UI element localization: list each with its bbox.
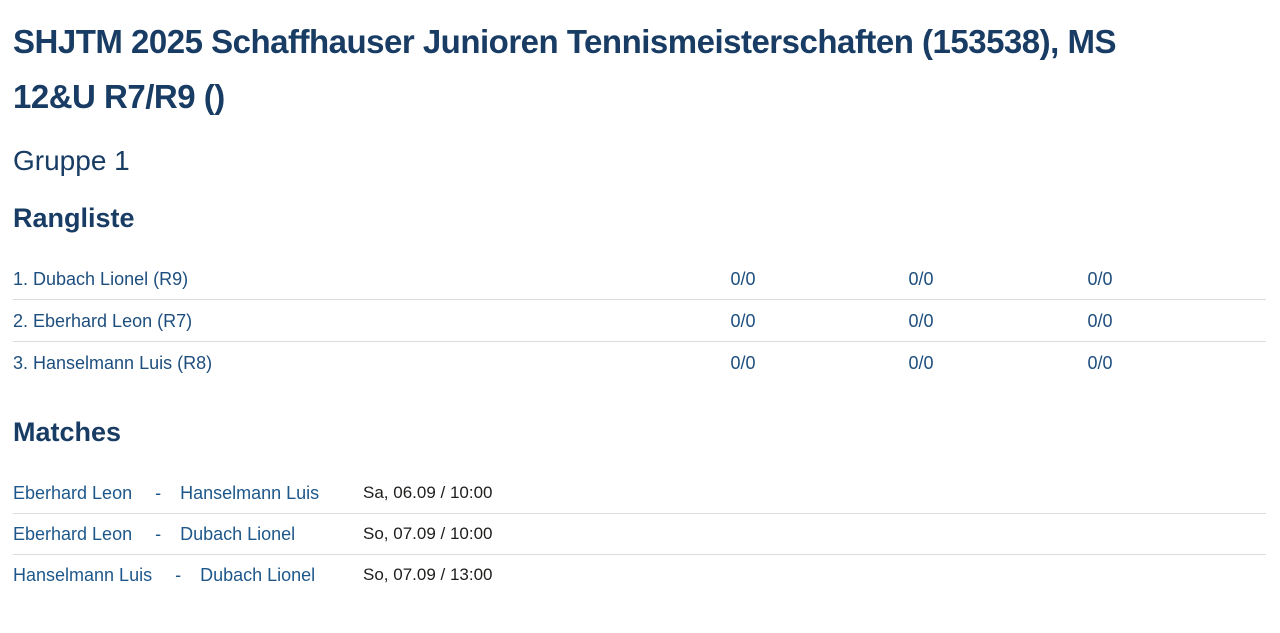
match-separator: - (155, 524, 162, 544)
match-player2-link[interactable]: Hanselmann Luis (180, 483, 320, 503)
match-player1-link[interactable]: Eberhard Leon (13, 524, 133, 544)
match-separator: - (175, 565, 182, 585)
match-row (13, 555, 1266, 596)
match-separator: - (155, 483, 162, 503)
match-row (13, 514, 1266, 555)
page-title-line1: SHJTM 2025 Schaffhauser Junioren Tennismeisterschaften (153538), MS (13, 23, 1116, 60)
match-schedule: So, 07.09 / 13:00 (363, 565, 493, 584)
ranking-score-col2: 0/0 (908, 353, 934, 373)
match-player1-link[interactable]: Eberhard Leon (13, 483, 133, 503)
match-player2-link[interactable]: Dubach Lionel (180, 524, 296, 544)
ranking-player: 3. Hanselmann Luis (R8) (13, 353, 213, 373)
match-row (13, 473, 1266, 514)
ranking-row (13, 342, 1266, 384)
ranking-score-col1: 0/0 (730, 353, 756, 373)
ranking-player: 1. Dubach Lionel (R9) (13, 269, 189, 289)
page-title (13, 14, 1266, 124)
ranking-score-col2: 0/0 (908, 311, 934, 331)
ranking-score-col1: 0/0 (730, 269, 756, 289)
group-title: Gruppe 1 (13, 145, 130, 176)
ranking-score-col2: 0/0 (908, 269, 934, 289)
match-schedule: Sa, 06.09 / 10:00 (363, 483, 493, 502)
ranking-player: 2. Eberhard Leon (R7) (13, 311, 193, 331)
ranking-score-col3: 0/0 (1087, 311, 1113, 331)
ranking-score-col3: 0/0 (1087, 353, 1113, 373)
match-player2-link[interactable]: Dubach Lionel (200, 565, 316, 585)
match-schedule: So, 07.09 / 10:00 (363, 524, 493, 543)
ranking-table (13, 258, 1266, 384)
ranking-score-col3: 0/0 (1087, 269, 1113, 289)
ranking-heading: Rangliste (13, 203, 135, 233)
page-title-line2: 12&U R7/R9 () (13, 78, 225, 115)
match-player1-link[interactable]: Hanselmann Luis (13, 565, 153, 585)
matches-list (13, 473, 1266, 596)
matches-heading: Matches (13, 417, 122, 447)
ranking-row (13, 300, 1266, 342)
ranking-score-col1: 0/0 (730, 311, 756, 331)
ranking-row (13, 258, 1266, 300)
